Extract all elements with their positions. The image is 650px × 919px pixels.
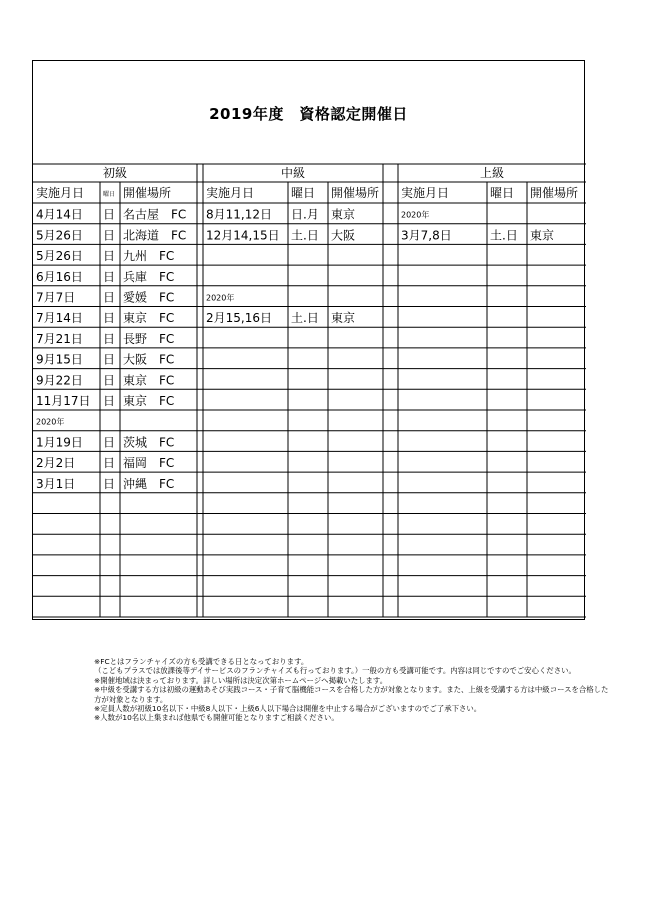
intermediate-day-cell: 土.日 (291, 228, 319, 243)
column-header-date: 実施月日 (36, 186, 85, 200)
intermediate-venue-cell: 大阪 (331, 228, 356, 243)
note-line: ※定員人数が初級10名以下・中級8人以下・上級6人以下場合は開催を中止する場合がございますのでご了承下さい。 (94, 704, 482, 714)
beginner-venue-cell: 沖縄 FC (123, 476, 175, 491)
intermediate-venue-cell: 東京 (331, 311, 356, 326)
note-line: ※中級を受講する方は初級の運動あそび実践コース・子育て脳機能コースを合格した方が対象となります。また、上級を受講する方は中級コースを合格した方が対象となります。 (94, 685, 609, 704)
column-header-venue: 開催場所 (530, 186, 579, 200)
column-header-day: 曜日 (490, 186, 515, 200)
beginner-day-cell: 日 (103, 394, 116, 408)
beginner-day-cell: 日 (103, 207, 116, 222)
beginner-venue-cell: 福岡 FC (123, 456, 175, 471)
advanced-day-cell: 土.日 (490, 228, 518, 243)
beginner-date-cell: 5月26日 (36, 228, 83, 243)
beginner-venue-cell: 東京 FC (123, 394, 175, 408)
beginner-day-cell: 日 (103, 269, 116, 284)
beginner-venue-cell: 九州 FC (123, 249, 175, 264)
notes (94, 657, 614, 723)
beginner-date-cell: 9月22日 (36, 373, 83, 388)
beginner-year-label: 2020年 (36, 417, 65, 427)
column-header-day: 曜日 (103, 191, 116, 198)
beginner-day-cell: 日 (103, 290, 116, 305)
column-header-date: 実施月日 (401, 186, 450, 200)
schedule-sheet (32, 60, 585, 620)
beginner-day-cell: 日 (103, 352, 116, 367)
beginner-venue-cell: 兵庫 FC (123, 269, 175, 284)
intermediate-year-label: 2020年 (206, 293, 235, 303)
section-header-intermediate: 中級 (280, 166, 306, 180)
beginner-venue-cell: 東京 FC (123, 311, 175, 326)
column-header-day: 曜日 (291, 186, 316, 200)
beginner-venue-cell: 愛媛 FC (123, 290, 175, 305)
beginner-date-cell: 7月7日 (36, 290, 76, 305)
beginner-venue-cell: 茨城 FC (123, 435, 175, 450)
beginner-day-cell: 日 (103, 456, 116, 471)
intermediate-day-cell: 土.日 (291, 311, 319, 326)
intermediate-date-cell: 8月11,12日 (206, 207, 272, 222)
beginner-day-cell: 日 (103, 228, 116, 243)
beginner-day-cell: 日 (103, 435, 116, 450)
beginner-venue-cell: 北海道 FC (123, 228, 187, 243)
beginner-day-cell: 日 (103, 331, 116, 346)
advanced-venue-cell: 東京 (530, 228, 555, 243)
beginner-day-cell: 日 (103, 373, 116, 388)
beginner-date-cell: 9月15日 (36, 352, 83, 367)
beginner-date-cell: 2月2日 (36, 456, 76, 471)
beginner-day-cell: 日 (103, 311, 116, 326)
column-header-venue: 開催場所 (123, 186, 172, 200)
beginner-day-cell: 日 (103, 249, 116, 264)
intermediate-day-cell: 日.月 (291, 207, 319, 222)
column-header-date: 実施月日 (206, 186, 255, 200)
intermediate-date-cell: 12月14,15日 (206, 228, 280, 243)
section-header-beginner: 初級 (102, 166, 128, 180)
column-header-venue: 開催場所 (331, 186, 380, 200)
beginner-venue-cell: 東京 FC (123, 373, 175, 388)
beginner-venue-cell: 大阪 FC (123, 352, 175, 367)
note-line: （こどもプラスでは放課後等デイサービスのフランチャイズも行っております。）一般の方も受講可能です。内容は同じですのでご安心ください。 (94, 666, 576, 676)
beginner-day-cell: 日 (103, 476, 116, 491)
beginner-date-cell: 6月16日 (36, 269, 83, 284)
beginner-date-cell: 7月14日 (36, 311, 83, 326)
intermediate-date-cell: 2月15,16日 (206, 311, 272, 326)
advanced-year-label: 2020年 (401, 210, 430, 220)
beginner-venue-cell: 名古屋 FC (123, 207, 187, 222)
beginner-date-cell: 7月21日 (36, 331, 83, 346)
page-title: 2019年度 資格認定開催日 (209, 105, 408, 123)
beginner-date-cell: 1月19日 (36, 435, 83, 450)
beginner-date-cell: 11月17日 (36, 394, 91, 408)
note-line: ※人数が10名以上集まれば他県でも開催可能となりますご相談ください。 (94, 713, 339, 723)
note-line: ※開催地域は決まっております。詳しい場所は決定次第ホームページへ掲載いたします。 (94, 675, 388, 685)
beginner-date-cell: 5月26日 (36, 249, 83, 264)
advanced-date-cell: 3月7,8日 (401, 228, 452, 243)
note-line: ※FCとはフランチャイズの方も受講できる日となっております。 (94, 657, 309, 666)
beginner-date-cell: 4月14日 (36, 207, 83, 222)
beginner-venue-cell: 長野 FC (123, 331, 175, 346)
intermediate-venue-cell: 東京 (331, 207, 356, 222)
section-header-advanced: 上級 (479, 166, 505, 180)
schedule-table (33, 61, 586, 621)
beginner-date-cell: 3月1日 (36, 476, 76, 491)
